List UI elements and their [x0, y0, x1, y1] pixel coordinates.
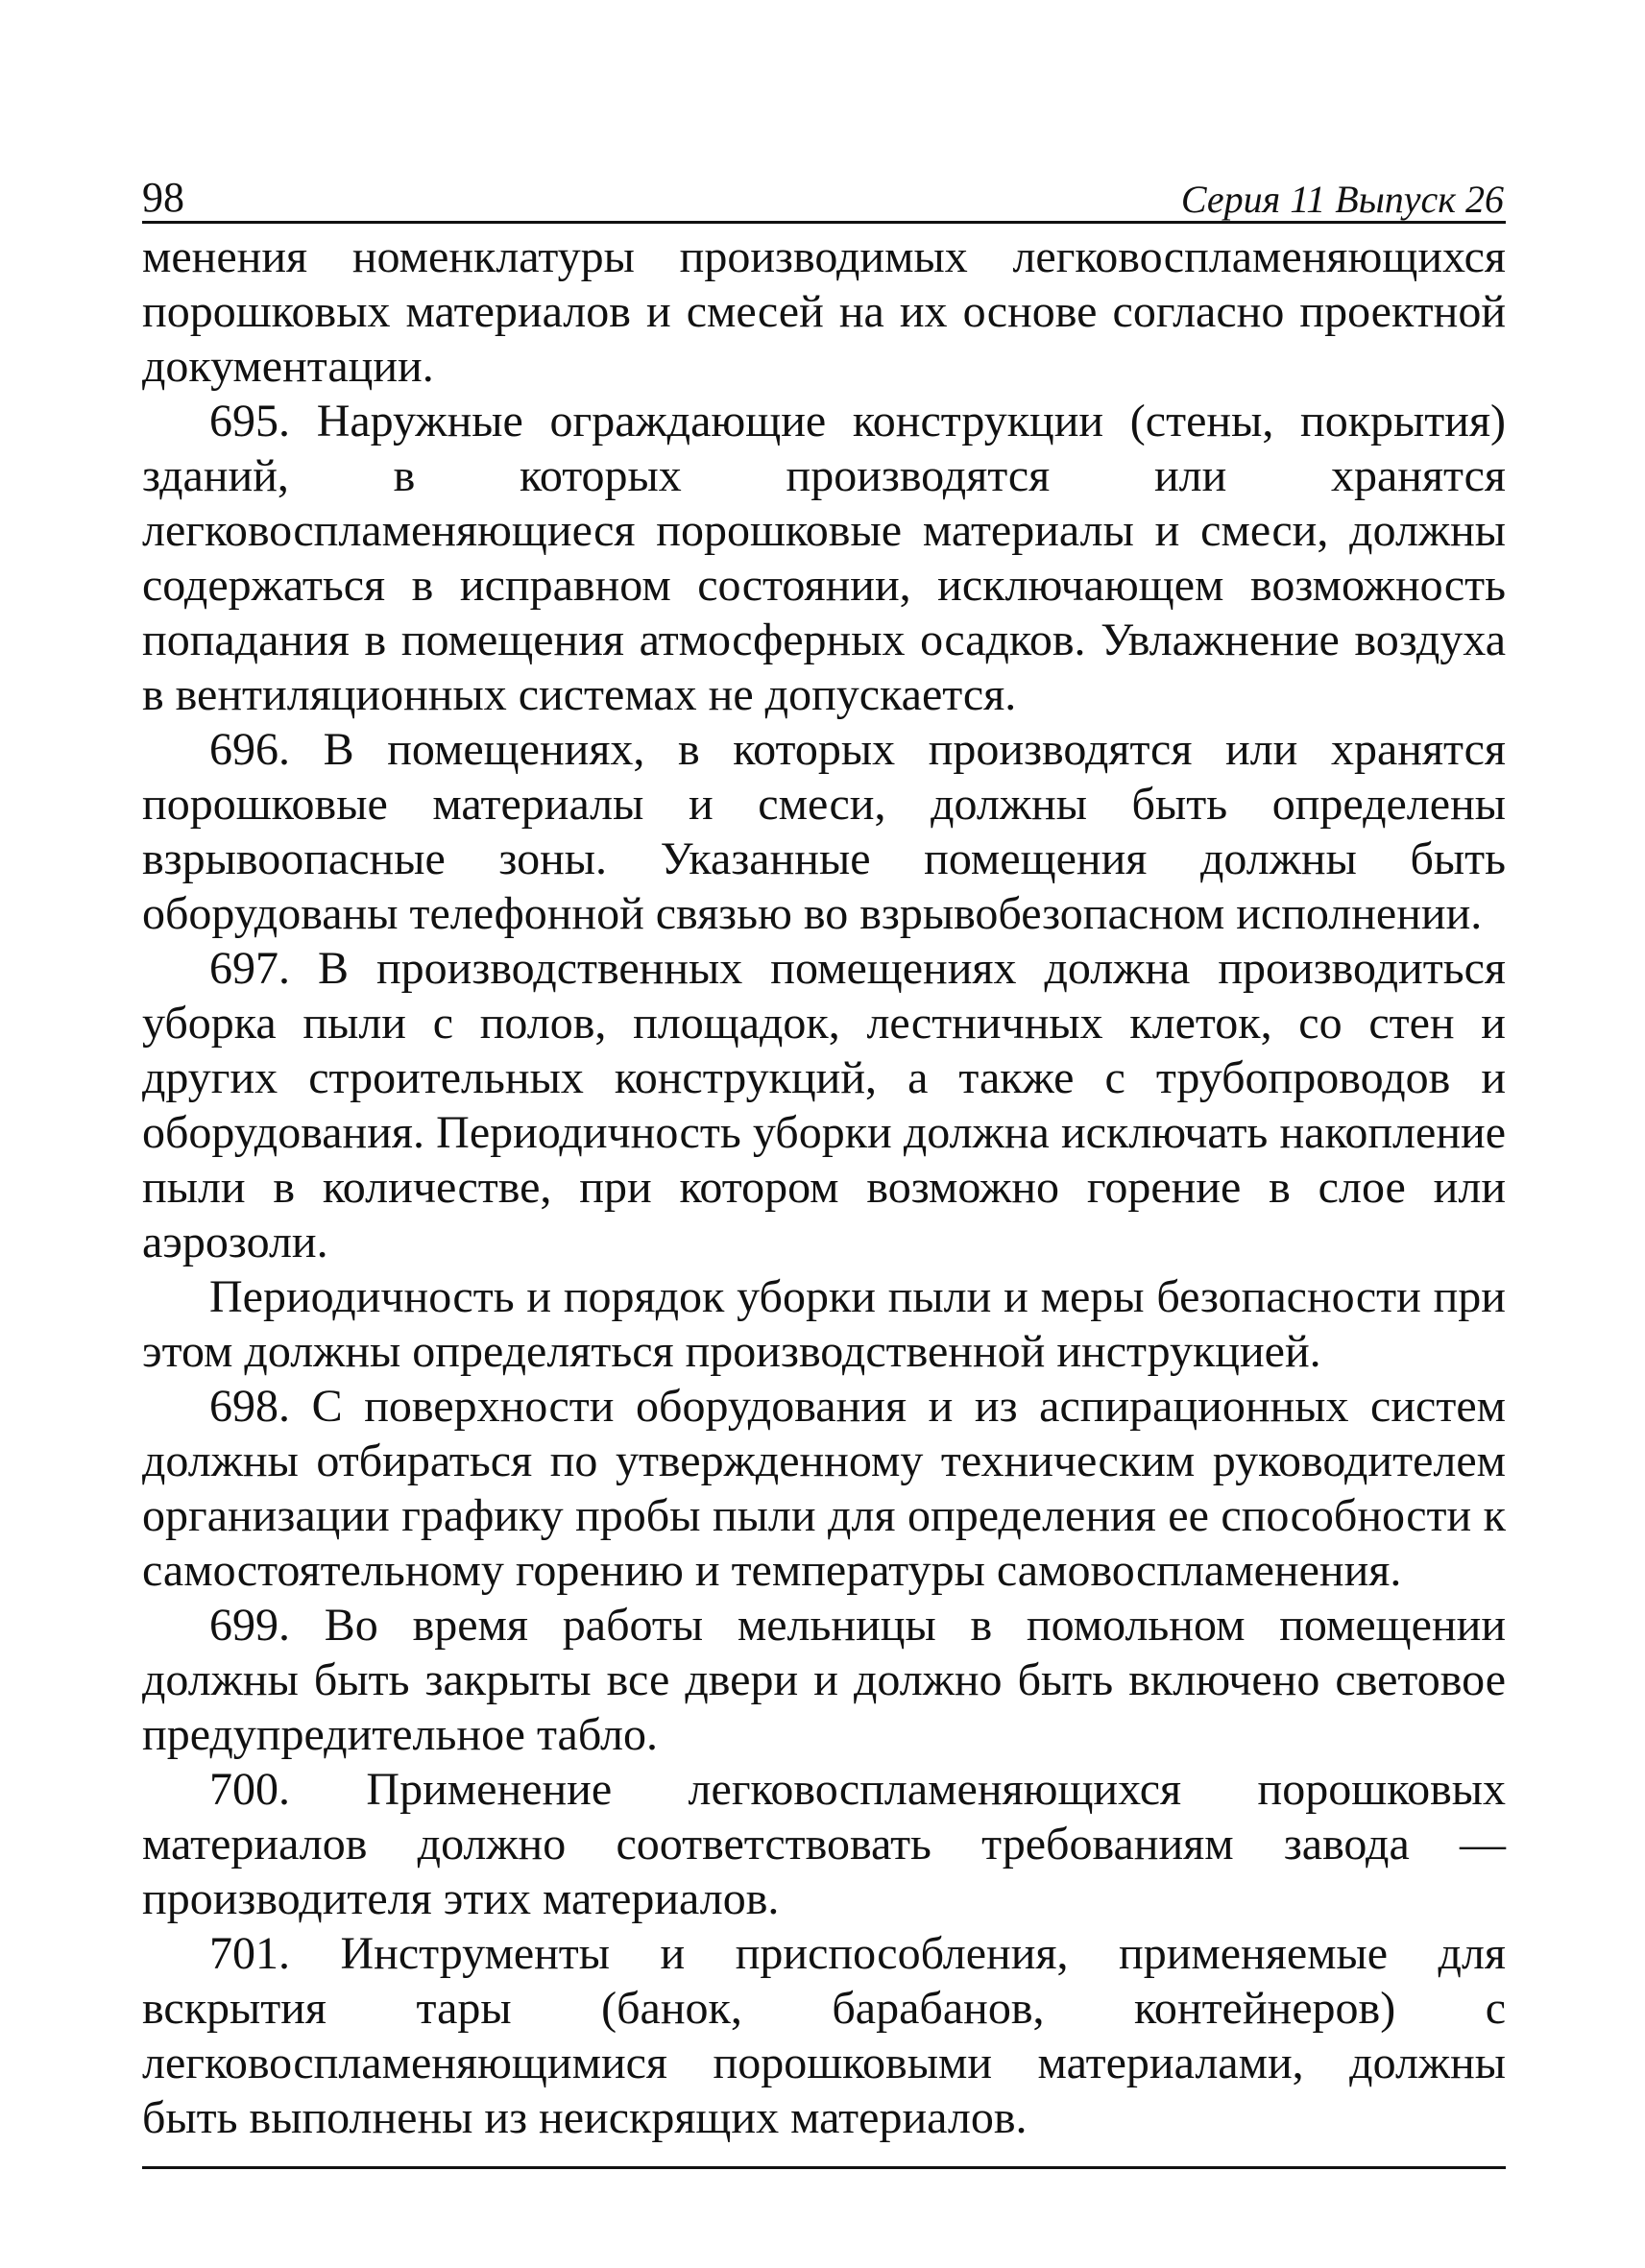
page-header — [142, 154, 1506, 224]
paragraph-699: 699. Во время работы мельницы в помольном помещении должны быть закрыты все двери и должно быть включено световое предупредительное табло. — [142, 1600, 1506, 1760]
paragraph-697: 697. В производственных помещениях должна производиться уборка пыли с полов, площадок, лестничных клеток, со стен и других строительных конструкций, а также с трубопроводов и оборудования. Периодичность уборки должна исключать накопление пыли в количестве, при котором возможно горение в слое или аэрозоли. — [142, 943, 1506, 1267]
body-text — [142, 229, 1506, 2145]
paragraph-701: 701. Инструменты и приспособления, применяемые для вскрытия тары (банок, барабанов, контейнеров) с легковоспламеняющимися порошковыми материалами, должны быть выполнены из неискрящих материалов. — [142, 1928, 1506, 2143]
paragraph-697-continuation: Периодичность и порядок уборки пыли и меры безопасности при этом должны определяться производственной инструкцией. — [142, 1271, 1506, 1377]
paragraph-696: 696. В помещениях, в которых производятся или хранятся порошковые материалы и смеси, должны быть определены взрывоопасные зоны. Указанные помещения должны быть оборудованы телефонной связью во взрывобезопасном исполнении. — [142, 724, 1506, 939]
paragraph-continuation: менения номенклатуры производимых легковоспламеняющихся порошковых материалов и смесей на их основе согласно проектной документации. — [142, 231, 1506, 392]
paragraph-700: 700. Применение легковоспламеняющихся порошковых материалов должно соответствовать требованиям завода — производителя этих материалов. — [142, 1764, 1506, 1924]
running-title: Серия 11 Выпуск 26 — [1180, 178, 1504, 221]
paragraph-698: 698. С поверхности оборудования и из аспирационных систем должны отбираться по утвержденному техническим руководителем организации графику пробы пыли для определения ее способности к самостоятельному горению и температуры самовоспламенения. — [142, 1381, 1506, 1596]
bottom-rule — [142, 2166, 1506, 2169]
paragraph-695: 695. Наружные ограждающие конструкции (стены, покрытия) зданий, в которых производятся или хранятся легковоспламеняющиеся порошковые материалы и смеси, должны содержаться в исправном состоянии, исключающем возможность попадания в помещения атмосферных осадков. Увлажнение воздуха в вентиляционных системах не допускается. — [142, 396, 1506, 720]
page-number: 98 — [142, 174, 184, 221]
document-page — [142, 154, 1506, 2169]
